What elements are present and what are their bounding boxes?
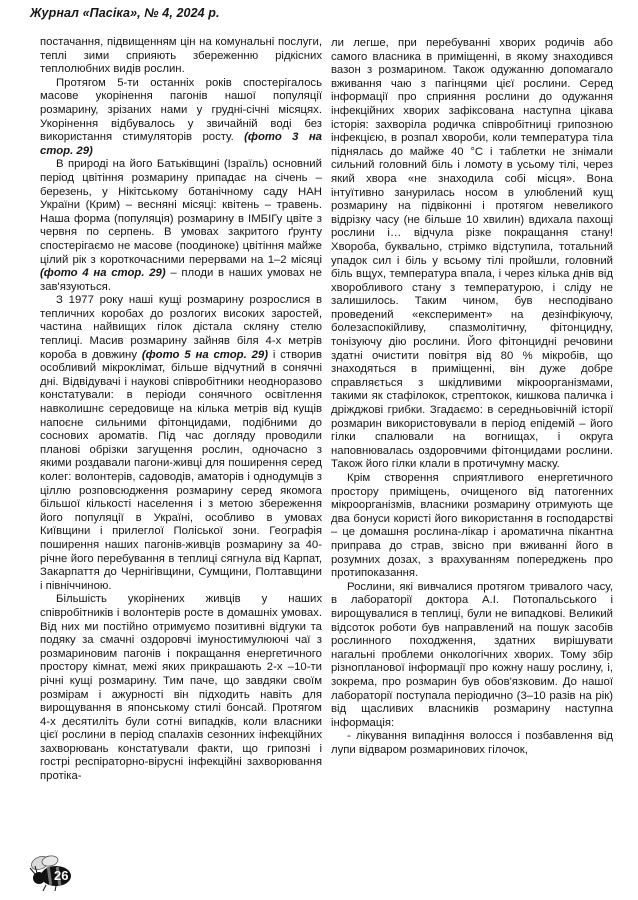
paragraph-text: В природі на його Батьківщині (Ізраїль) основний період цвітіння розмарину припадає на січень – березень, у Нікітському ботанічному саду НАН України (Крим) – весняні місяці: квітень – травень. Наша форма (популяція) розмарину в ІМБІГу цвіте з червня по серпень. В умовах закритого ґрунту спостерігаємо не масове (поодиноке) цвітіння майже цілий рік з короткочасними перервами на 1–2 місяці [40,158,322,266]
paragraph-text: Протягом 5-ти останніх років спостерігалось масове укорінення пагонів нашої популяції розмарину, зрізаних нами у грудні-січні місяцях. Укорінення відбувалось у звичайній воді без використання стимуляторів росту. [40,76,322,144]
paragraph: Крім створення сприятливого енергетичного простору приміщень, очищеного від патогенних мікроорганізмів, власники розмарину отримують ще два бонуси користі його використання в господарстві – це домашня рослина-лікар і ароматична пікантна приправа до страв, звісно при вживанні його в розумних дозах, з врахуванням попереджень про протипоказання. [331,472,613,580]
left-column [40,36,322,784]
journal-header: Журнал «Пасіка», № 4, 2024 р. [30,6,220,20]
paragraph-text: З 1977 року наші кущі розмарину розрослися в тепличних коробах до розлогих високих заростей, частина найвищих гілок дістала скляну стелю теплиці. Масив розмарину зайняв біля 4-х метрів короба в довжину [40,294,322,361]
paragraph [40,77,322,159]
right-column [331,37,613,757]
page-number: 26 [54,868,69,883]
paragraph [40,294,322,593]
paragraph: ли легше, при перебуванні хворих родичів або самого власника в приміщенні, в якому знаходився вазон з розмарином. Також одужанню допомагало вживання чаю з пагінцями цієї рослини. Серед інформації про сприяння рослини до одужання інфекційних хворих зафіксована наступна цікава історія: захворіла родичка співробітниці грипозною інфекцією, в розпал хвороби, коли температура тіла піднялась до майже 40 °С і таблетки не знімали сильний головний біль і ломоту в усьому тілі, через який хвора «не знаходила собі місця». Вона інтуїтивно занурилась носом в улюблений кущ розмарину на підвіконні і протягом невеликого відрізку часу (не більше 10 хвилин) вдихала пахощі рослини і… відчула різке покращання стану! Хвороба, буквально, стрімко відступила, тотальний упадок сил і біль у всьому тілі пройшли, головний біль вщух, температура впала, і через кілька днів від хворобливого стану з температурою, і сліду не залишилось. Таким чином, був несподівано проведений «експеримент» на дезінфікуючу, болезаспокійливу, спазмолітичну, фітонцидну, тонізуючу дію рослини. Його фітонцидні речовини здатні очистити повітря від 80 % мікробів, що знаходяться в приміщенні, він дуже добре справляється з шкідливими мікроорганізмами, такими як стафілокок, стрептокок, кишкова паличка і дріжджові грибки. Згадаємо: в середньовічній історії розмарин використовували в період епідемій – його гілки спалювали на вогнищах, і округа наповнювалась оздоровчими фітонцидами рослини. Також його гілки клали в протичумну маску. [331,37,613,471]
paragraph [40,158,322,294]
paragraph-text: і створив особливий мікроклімат, більше відчутний в сонячні дні. Відвідувачі і наукові співробітники неодноразово констатували: в періоди сонячного освітлення навколишнє середовище на кілька метрів від кущів напоєне сильними фітонцидами, подібними до соснових ароматів. Під час догляду проводили планові обрізки загущення рослин, одночасно з якими роздавали пагони-живці для поширення серед колег: волонтерів, садоводів, аматорів і однодумців з ціллю розповсюдження розмарину серед якомога більшої кількості населення і з метою збереження його популяції в Україні, особливо в умовах Київщини і прилеглої Поліської зони. Географія поширення наших пагонів-живців розмарину за 40-річне його перебування в теплиці сягнула від Карпат, Закарпаття до Чернігівщини, Сумщини, Полтавщини і північчиною. [40,348,322,592]
paragraph: постачання, підвищенням цін на комунальні послуги, теплі зими сприяють збереженню рідкісних теплолюбних видів рослин. [40,36,322,76]
photo-reference: (фото 5 на стор. 29) [141,348,269,361]
paragraph: Рослини, які вивчалися протягом тривалого часу, в лабораторії доктора А.І. Потопальського і вирощувалися в теплиці, були не випадкові. Великий відсоток роботи був направлений на пошук засобів рослинного походження, здатних вирішувати нагальні проблеми онкологічних хворих. Тому збір різнопланової інформації про кожну нашу рослину, і, зокрема, про розмарин був обов'язковим. До нашої лабораторії поступала періодично (3–10 разів на рік) від щасливих власників розмарину наступна інформація: [331,580,613,729]
list-item: - лікування випадіння волосся і позбавлення від лупи відваром розмаринових гілочок, [331,730,613,756]
paragraph-text: – плоди в наших умовах не зав'язуються. [40,267,322,293]
photo-reference: (фото 4 на стор. 29) [40,267,166,280]
paragraph: Більшість укорінених живців у наших співробітників і волонтерів росте в домашніх умовах. Від них ми постійно отримуємо позитивні відгуки та подяку за смачні оздоровчі імуностимулюючі чаї з розмариновим пагонів і покращання енергетичного простору кімнат, межі яких прикрашають 2-х –10-ти річні кущі розмарину. Тим паче, що завдяки своїм розмірам і ажурності він підходить навіть для вирощування в японському стилі бонсай. Протягом 4-х десятиліть були сотні випадків, коли власники цієї рослини в період спалахів сезонних інфекційних захворювань констатували факти, що грипозні і гострі респіраторно-вірусні інфекційні захворювання протіка- [40,593,322,783]
page-footer [26,852,76,892]
bee-icon [26,852,76,892]
photo-reference: (фото 3 на стор. 29) [40,131,322,157]
